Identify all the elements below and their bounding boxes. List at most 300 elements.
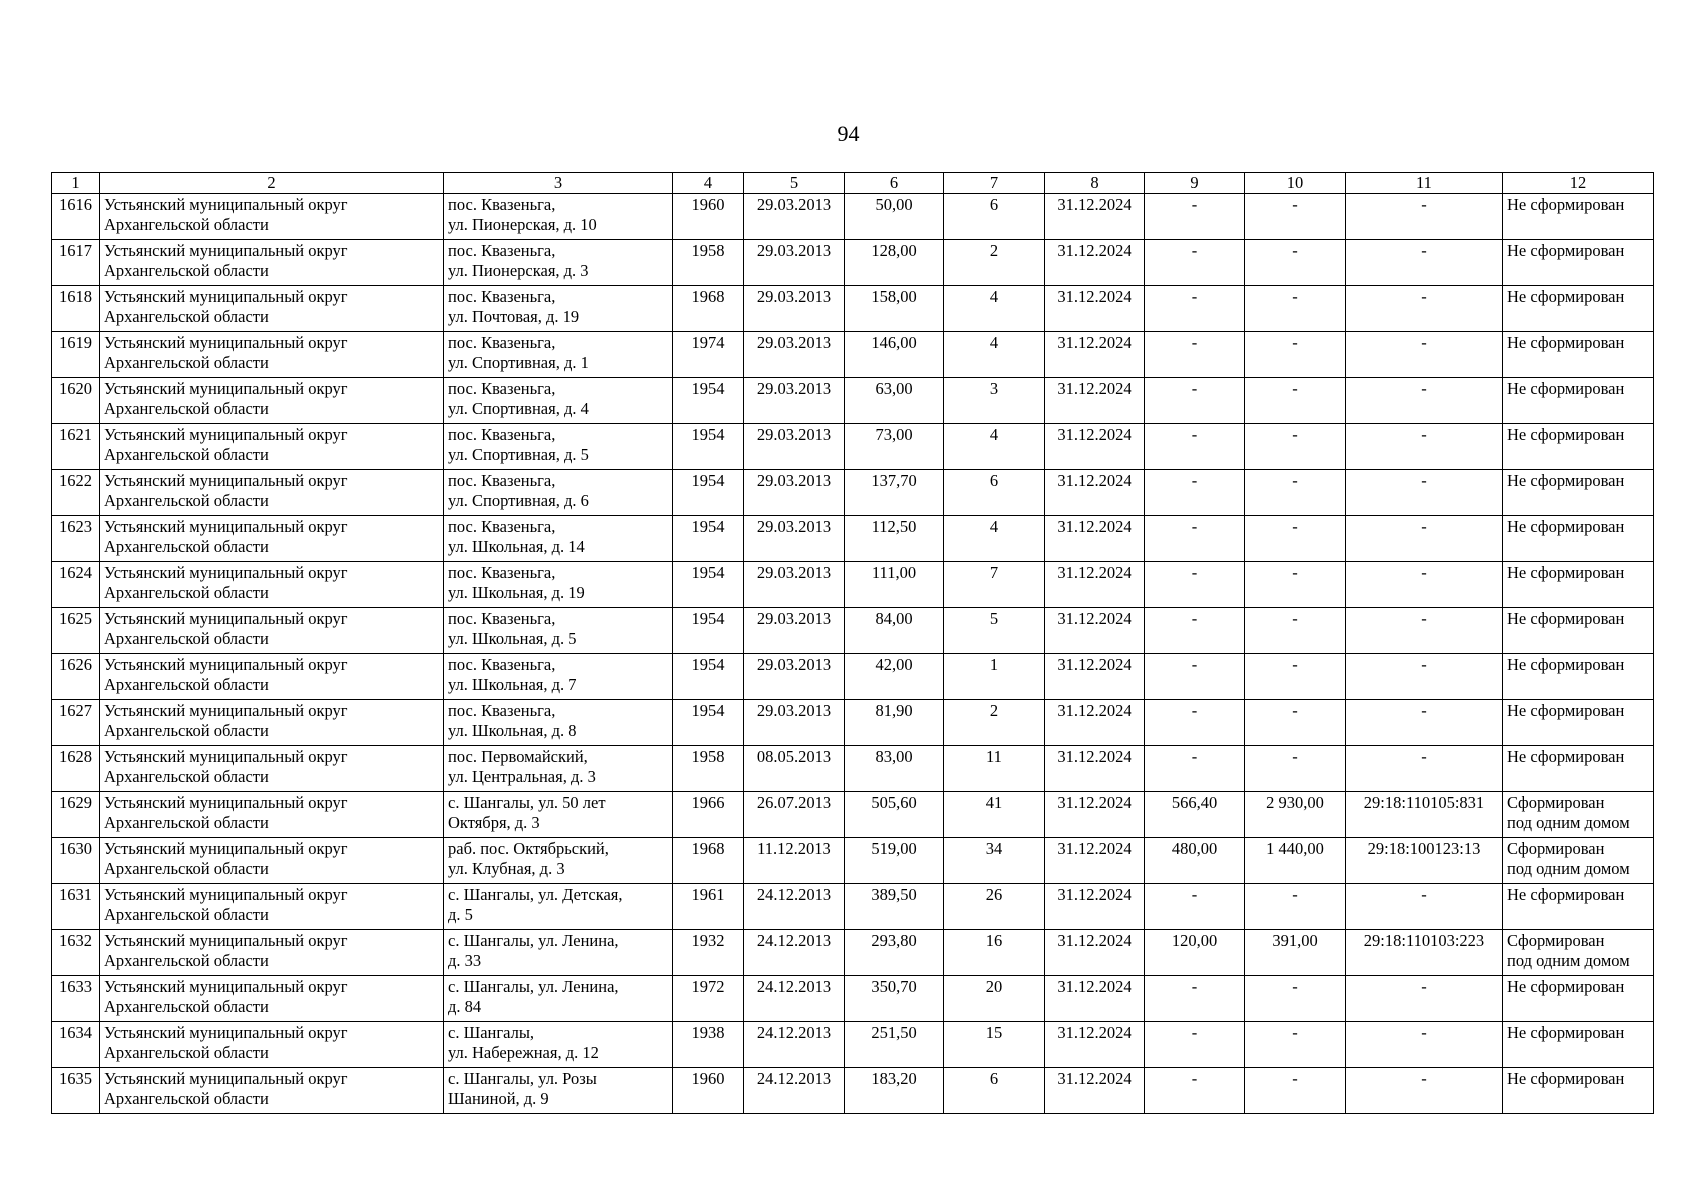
- deadline-cell: 31.12.2024: [1045, 240, 1145, 286]
- table-row: [52, 516, 1654, 562]
- cadastral-number-cell: -: [1346, 1068, 1503, 1114]
- date-cell: 26.07.2013: [744, 792, 845, 838]
- district-cell-line: Устьянский муниципальный округ: [104, 747, 348, 766]
- table-body: [52, 194, 1654, 1114]
- district-cell-line: Устьянский муниципальный округ: [104, 977, 348, 996]
- table-row: [52, 608, 1654, 654]
- area-cell: 137,70: [845, 470, 944, 516]
- address-cell-line: с. Шангалы, ул. Детская,: [448, 885, 623, 904]
- address-cell: [444, 1068, 673, 1114]
- plot-status-cell-line: Не сформирован: [1507, 471, 1625, 490]
- address-cell-line: пос. Квазеньга,: [448, 471, 556, 490]
- deadline-cell: 31.12.2024: [1045, 378, 1145, 424]
- row-number-cell: 1630: [52, 838, 100, 884]
- deadline-cell: 31.12.2024: [1045, 654, 1145, 700]
- year-cell: 1954: [673, 378, 744, 424]
- row-number-cell: 1632: [52, 930, 100, 976]
- district-cell: [100, 424, 444, 470]
- table-row: [52, 838, 1654, 884]
- residents-cell: 5: [944, 608, 1045, 654]
- date-cell: 24.12.2013: [744, 976, 845, 1022]
- district-cell-line: Устьянский муниципальный округ: [104, 379, 348, 398]
- residents-cell: 15: [944, 1022, 1045, 1068]
- cadastral-number-cell: 29:18:110103:223: [1346, 930, 1503, 976]
- address-cell-line: пос. Квазеньга,: [448, 609, 556, 628]
- address-cell: [444, 608, 673, 654]
- district-cell-line: Устьянский муниципальный округ: [104, 931, 348, 950]
- address-cell: [444, 562, 673, 608]
- row-number-cell: 1619: [52, 332, 100, 378]
- year-cell: 1954: [673, 424, 744, 470]
- land-area-cell: -: [1145, 332, 1245, 378]
- area-cell: 251,50: [845, 1022, 944, 1068]
- plot-status-cell-line: Не сформирован: [1507, 241, 1625, 260]
- district-cell-line: Архангельской области: [104, 767, 269, 786]
- cadastral-number-cell: -: [1346, 424, 1503, 470]
- cadastral-number-cell: -: [1346, 470, 1503, 516]
- table-row: [52, 332, 1654, 378]
- residents-cell: 4: [944, 516, 1045, 562]
- residents-cell: 11: [944, 746, 1045, 792]
- address-cell-line: пос. Квазеньга,: [448, 241, 556, 260]
- residents-cell: 4: [944, 424, 1045, 470]
- plot-status-cell-line: Не сформирован: [1507, 977, 1625, 996]
- district-cell: [100, 516, 444, 562]
- area-cell: 350,70: [845, 976, 944, 1022]
- plot-status-cell-line: Не сформирован: [1507, 885, 1625, 904]
- plot-status-cell-line: Не сформирован: [1507, 563, 1625, 582]
- deadline-cell: 31.12.2024: [1045, 470, 1145, 516]
- area-cell: 42,00: [845, 654, 944, 700]
- land-area-cell: 480,00: [1145, 838, 1245, 884]
- plot-status-cell-line: Не сформирован: [1507, 195, 1625, 214]
- date-cell: 29.03.2013: [744, 286, 845, 332]
- address-cell-line: ул. Набережная, д. 12: [448, 1043, 599, 1062]
- area-cell: 146,00: [845, 332, 944, 378]
- plot-status-cell-line: Не сформирован: [1507, 609, 1625, 628]
- date-cell: 29.03.2013: [744, 424, 845, 470]
- address-cell: [444, 884, 673, 930]
- land-plot-area-cell: -: [1245, 562, 1346, 608]
- residents-cell: 4: [944, 332, 1045, 378]
- address-cell-line: ул. Школьная, д. 19: [448, 583, 585, 602]
- address-cell: [444, 332, 673, 378]
- land-area-cell: -: [1145, 562, 1245, 608]
- table-row: [52, 470, 1654, 516]
- table-row: [52, 194, 1654, 240]
- address-cell-line: Шаниной, д. 9: [448, 1089, 549, 1108]
- row-number-cell: 1625: [52, 608, 100, 654]
- land-area-cell: 566,40: [1145, 792, 1245, 838]
- plot-status-cell-line: Не сформирован: [1507, 655, 1625, 674]
- district-cell-line: Архангельской области: [104, 215, 269, 234]
- plot-status-cell: [1503, 746, 1654, 792]
- address-cell: [444, 930, 673, 976]
- date-cell: 29.03.2013: [744, 194, 845, 240]
- cadastral-number-cell: 29:18:110105:831: [1346, 792, 1503, 838]
- district-cell: [100, 286, 444, 332]
- plot-status-cell-line: Не сформирован: [1507, 425, 1625, 444]
- plot-status-cell-line: Не сформирован: [1507, 747, 1625, 766]
- land-plot-area-cell: -: [1245, 608, 1346, 654]
- cadastral-number-cell: -: [1346, 286, 1503, 332]
- year-cell: 1954: [673, 516, 744, 562]
- address-cell-line: ул. Спортивная, д. 1: [448, 353, 589, 372]
- address-cell-line: раб. пос. Октябрьский,: [448, 839, 609, 858]
- cadastral-number-cell: -: [1346, 654, 1503, 700]
- plot-status-cell-line: Сформирован: [1507, 793, 1605, 812]
- year-cell: 1932: [673, 930, 744, 976]
- land-area-cell: -: [1145, 976, 1245, 1022]
- plot-status-cell-line: под одним домом: [1507, 813, 1630, 832]
- table-row: [52, 562, 1654, 608]
- address-cell-line: ул. Спортивная, д. 5: [448, 445, 589, 464]
- district-cell-line: Устьянский муниципальный округ: [104, 1023, 348, 1042]
- area-cell: 128,00: [845, 240, 944, 286]
- land-area-cell: -: [1145, 470, 1245, 516]
- column-header: 4: [673, 173, 744, 194]
- deadline-cell: 31.12.2024: [1045, 286, 1145, 332]
- land-area-cell: -: [1145, 746, 1245, 792]
- land-plot-area-cell: -: [1245, 1022, 1346, 1068]
- address-cell: [444, 976, 673, 1022]
- plot-status-cell: [1503, 332, 1654, 378]
- plot-status-cell-line: Не сформирован: [1507, 333, 1625, 352]
- table-row: [52, 930, 1654, 976]
- date-cell: 29.03.2013: [744, 562, 845, 608]
- land-area-cell: -: [1145, 1022, 1245, 1068]
- year-cell: 1974: [673, 332, 744, 378]
- plot-status-cell: [1503, 838, 1654, 884]
- area-cell: 158,00: [845, 286, 944, 332]
- address-cell-line: ул. Школьная, д. 14: [448, 537, 585, 556]
- district-cell-line: Архангельской области: [104, 675, 269, 694]
- address-cell-line: пос. Квазеньга,: [448, 425, 556, 444]
- plot-status-cell: [1503, 930, 1654, 976]
- district-cell: [100, 194, 444, 240]
- cadastral-number-cell: -: [1346, 378, 1503, 424]
- land-plot-area-cell: -: [1245, 516, 1346, 562]
- residents-cell: 6: [944, 1068, 1045, 1114]
- residents-cell: 3: [944, 378, 1045, 424]
- district-cell-line: Архангельской области: [104, 537, 269, 556]
- row-number-cell: 1618: [52, 286, 100, 332]
- district-cell-line: Устьянский муниципальный округ: [104, 793, 348, 812]
- district-cell-line: Архангельской области: [104, 905, 269, 924]
- district-cell-line: Архангельской области: [104, 1043, 269, 1062]
- plot-status-cell-line: Сформирован: [1507, 931, 1605, 950]
- plot-status-cell-line: под одним домом: [1507, 951, 1630, 970]
- cadastral-number-cell: -: [1346, 884, 1503, 930]
- year-cell: 1938: [673, 1022, 744, 1068]
- district-cell: [100, 654, 444, 700]
- address-cell-line: д. 5: [448, 905, 473, 924]
- land-plot-area-cell: -: [1245, 470, 1346, 516]
- district-cell-line: Архангельской области: [104, 629, 269, 648]
- date-cell: 11.12.2013: [744, 838, 845, 884]
- cadastral-number-cell: -: [1346, 976, 1503, 1022]
- residents-cell: 16: [944, 930, 1045, 976]
- area-cell: 293,80: [845, 930, 944, 976]
- plot-status-cell: [1503, 470, 1654, 516]
- residents-cell: 26: [944, 884, 1045, 930]
- district-cell: [100, 976, 444, 1022]
- plot-status-cell: [1503, 516, 1654, 562]
- plot-status-cell: [1503, 194, 1654, 240]
- area-cell: 73,00: [845, 424, 944, 470]
- district-cell-line: Устьянский муниципальный округ: [104, 839, 348, 858]
- deadline-cell: 31.12.2024: [1045, 516, 1145, 562]
- address-cell-line: ул. Почтовая, д. 19: [448, 307, 580, 326]
- plot-status-cell: [1503, 378, 1654, 424]
- area-cell: 519,00: [845, 838, 944, 884]
- district-cell: [100, 930, 444, 976]
- land-plot-area-cell: -: [1245, 378, 1346, 424]
- cadastral-number-cell: 29:18:100123:13: [1346, 838, 1503, 884]
- land-plot-area-cell: -: [1245, 194, 1346, 240]
- area-cell: 389,50: [845, 884, 944, 930]
- table-row: [52, 700, 1654, 746]
- plot-status-cell: [1503, 286, 1654, 332]
- area-cell: 84,00: [845, 608, 944, 654]
- plot-status-cell: [1503, 792, 1654, 838]
- district-cell: [100, 884, 444, 930]
- table-row: [52, 654, 1654, 700]
- district-cell-line: Устьянский муниципальный округ: [104, 563, 348, 582]
- table-row: [52, 1022, 1654, 1068]
- land-area-cell: -: [1145, 516, 1245, 562]
- land-plot-area-cell: 391,00: [1245, 930, 1346, 976]
- address-cell-line: пос. Первомайский,: [448, 747, 588, 766]
- area-cell: 183,20: [845, 1068, 944, 1114]
- row-number-cell: 1623: [52, 516, 100, 562]
- land-plot-area-cell: -: [1245, 240, 1346, 286]
- column-header: 10: [1245, 173, 1346, 194]
- district-cell-line: Устьянский муниципальный округ: [104, 333, 348, 352]
- row-number-cell: 1628: [52, 746, 100, 792]
- plot-status-cell-line: Не сформирован: [1507, 517, 1625, 536]
- plot-status-cell: [1503, 654, 1654, 700]
- address-cell: [444, 516, 673, 562]
- district-cell-line: Архангельской области: [104, 307, 269, 326]
- district-cell-line: Устьянский муниципальный округ: [104, 701, 348, 720]
- cadastral-number-cell: -: [1346, 562, 1503, 608]
- residents-cell: 20: [944, 976, 1045, 1022]
- cadastral-number-cell: -: [1346, 516, 1503, 562]
- district-cell-line: Архангельской области: [104, 997, 269, 1016]
- district-cell-line: Архангельской области: [104, 353, 269, 372]
- district-cell-line: Архангельской области: [104, 951, 269, 970]
- plot-status-cell: [1503, 976, 1654, 1022]
- district-cell-line: Архангельской области: [104, 813, 269, 832]
- date-cell: 29.03.2013: [744, 608, 845, 654]
- plot-status-cell: [1503, 1022, 1654, 1068]
- land-area-cell: 120,00: [1145, 930, 1245, 976]
- plot-status-cell-line: Не сформирован: [1507, 1069, 1625, 1088]
- address-cell-line: с. Шангалы,: [448, 1023, 535, 1042]
- residents-cell: 7: [944, 562, 1045, 608]
- deadline-cell: 31.12.2024: [1045, 424, 1145, 470]
- address-cell-line: ул. Пионерская, д. 10: [448, 215, 597, 234]
- date-cell: 29.03.2013: [744, 378, 845, 424]
- district-cell-line: Устьянский муниципальный округ: [104, 287, 348, 306]
- land-plot-area-cell: -: [1245, 700, 1346, 746]
- area-cell: 505,60: [845, 792, 944, 838]
- year-cell: 1972: [673, 976, 744, 1022]
- row-number-cell: 1622: [52, 470, 100, 516]
- land-area-cell: -: [1145, 286, 1245, 332]
- date-cell: 29.03.2013: [744, 240, 845, 286]
- table-row: [52, 746, 1654, 792]
- land-area-cell: -: [1145, 700, 1245, 746]
- plot-status-cell-line: Не сформирован: [1507, 379, 1625, 398]
- plot-status-cell-line: Сформирован: [1507, 839, 1605, 858]
- address-cell-line: ул. Спортивная, д. 4: [448, 399, 589, 418]
- address-cell: [444, 378, 673, 424]
- area-cell: 81,90: [845, 700, 944, 746]
- residents-cell: 4: [944, 286, 1045, 332]
- address-cell-line: пос. Квазеньга,: [448, 287, 556, 306]
- year-cell: 1954: [673, 608, 744, 654]
- deadline-cell: 31.12.2024: [1045, 194, 1145, 240]
- deadline-cell: 31.12.2024: [1045, 792, 1145, 838]
- land-area-cell: -: [1145, 194, 1245, 240]
- address-cell: [444, 240, 673, 286]
- date-cell: 24.12.2013: [744, 930, 845, 976]
- row-number-cell: 1626: [52, 654, 100, 700]
- cadastral-number-cell: -: [1346, 608, 1503, 654]
- address-cell-line: ул. Центральная, д. 3: [448, 767, 596, 786]
- address-cell-line: с. Шангалы, ул. Розы: [448, 1069, 597, 1088]
- plot-status-cell-line: Не сформирован: [1507, 287, 1625, 306]
- plot-status-cell: [1503, 1068, 1654, 1114]
- district-cell: [100, 700, 444, 746]
- district-cell-line: Устьянский муниципальный округ: [104, 471, 348, 490]
- plot-status-cell: [1503, 608, 1654, 654]
- land-area-cell: -: [1145, 654, 1245, 700]
- year-cell: 1968: [673, 286, 744, 332]
- cadastral-number-cell: -: [1346, 746, 1503, 792]
- district-cell: [100, 608, 444, 654]
- district-cell-line: Устьянский муниципальный округ: [104, 609, 348, 628]
- table-row: [52, 378, 1654, 424]
- district-cell: [100, 1068, 444, 1114]
- address-cell-line: пос. Квазеньга,: [448, 195, 556, 214]
- column-header: 7: [944, 173, 1045, 194]
- cadastral-number-cell: -: [1346, 194, 1503, 240]
- row-number-cell: 1621: [52, 424, 100, 470]
- row-number-cell: 1627: [52, 700, 100, 746]
- address-cell-line: пос. Квазеньга,: [448, 701, 556, 720]
- year-cell: 1954: [673, 654, 744, 700]
- address-cell: [444, 654, 673, 700]
- district-cell-line: Устьянский муниципальный округ: [104, 425, 348, 444]
- row-number-cell: 1616: [52, 194, 100, 240]
- row-number-cell: 1620: [52, 378, 100, 424]
- address-cell-line: Октября, д. 3: [448, 813, 540, 832]
- column-header: 11: [1346, 173, 1503, 194]
- housing-registry-table: [51, 172, 1654, 1114]
- district-cell-line: Устьянский муниципальный округ: [104, 1069, 348, 1088]
- row-number-cell: 1617: [52, 240, 100, 286]
- land-plot-area-cell: -: [1245, 746, 1346, 792]
- land-plot-area-cell: -: [1245, 884, 1346, 930]
- address-cell-line: д. 33: [448, 951, 482, 970]
- land-area-cell: -: [1145, 884, 1245, 930]
- column-header: 6: [845, 173, 944, 194]
- deadline-cell: 31.12.2024: [1045, 562, 1145, 608]
- date-cell: 29.03.2013: [744, 332, 845, 378]
- district-cell-line: Устьянский муниципальный округ: [104, 517, 348, 536]
- column-header: 5: [744, 173, 845, 194]
- date-cell: 29.03.2013: [744, 516, 845, 562]
- area-cell: 83,00: [845, 746, 944, 792]
- district-cell: [100, 838, 444, 884]
- residents-cell: 34: [944, 838, 1045, 884]
- row-number-cell: 1633: [52, 976, 100, 1022]
- date-cell: 24.12.2013: [744, 1022, 845, 1068]
- date-cell: 29.03.2013: [744, 700, 845, 746]
- row-number-cell: 1631: [52, 884, 100, 930]
- address-cell: [444, 194, 673, 240]
- address-cell-line: пос. Квазеньга,: [448, 517, 556, 536]
- date-cell: 29.03.2013: [744, 470, 845, 516]
- address-cell-line: с. Шангалы, ул. Ленина,: [448, 931, 619, 950]
- deadline-cell: 31.12.2024: [1045, 976, 1145, 1022]
- land-plot-area-cell: -: [1245, 654, 1346, 700]
- address-cell: [444, 470, 673, 516]
- residents-cell: 41: [944, 792, 1045, 838]
- table-row: [52, 240, 1654, 286]
- cadastral-number-cell: -: [1346, 240, 1503, 286]
- address-cell: [444, 792, 673, 838]
- area-cell: 63,00: [845, 378, 944, 424]
- district-cell-line: Архангельской области: [104, 261, 269, 280]
- table-row: [52, 884, 1654, 930]
- district-cell-line: Архангельской области: [104, 445, 269, 464]
- district-cell: [100, 1022, 444, 1068]
- plot-status-cell-line: под одним домом: [1507, 859, 1630, 878]
- address-cell: [444, 700, 673, 746]
- deadline-cell: 31.12.2024: [1045, 884, 1145, 930]
- address-cell: [444, 1022, 673, 1068]
- year-cell: 1961: [673, 884, 744, 930]
- address-cell-line: пос. Квазеньга,: [448, 563, 556, 582]
- date-cell: 24.12.2013: [744, 1068, 845, 1114]
- residents-cell: 1: [944, 654, 1045, 700]
- district-cell-line: Архангельской области: [104, 399, 269, 418]
- year-cell: 1954: [673, 562, 744, 608]
- table-row: [52, 424, 1654, 470]
- land-area-cell: -: [1145, 378, 1245, 424]
- land-plot-area-cell: -: [1245, 424, 1346, 470]
- district-cell-line: Архангельской области: [104, 859, 269, 878]
- deadline-cell: 31.12.2024: [1045, 1068, 1145, 1114]
- year-cell: 1958: [673, 746, 744, 792]
- plot-status-cell: [1503, 562, 1654, 608]
- column-header: 12: [1503, 173, 1654, 194]
- address-cell: [444, 424, 673, 470]
- land-plot-area-cell: 1 440,00: [1245, 838, 1346, 884]
- address-cell-line: с. Шангалы, ул. Ленина,: [448, 977, 619, 996]
- row-number-cell: 1629: [52, 792, 100, 838]
- district-cell: [100, 470, 444, 516]
- column-header: 2: [100, 173, 444, 194]
- address-cell-line: ул. Школьная, д. 8: [448, 721, 577, 740]
- district-cell: [100, 562, 444, 608]
- address-cell-line: ул. Клубная, д. 3: [448, 859, 565, 878]
- address-cell: [444, 746, 673, 792]
